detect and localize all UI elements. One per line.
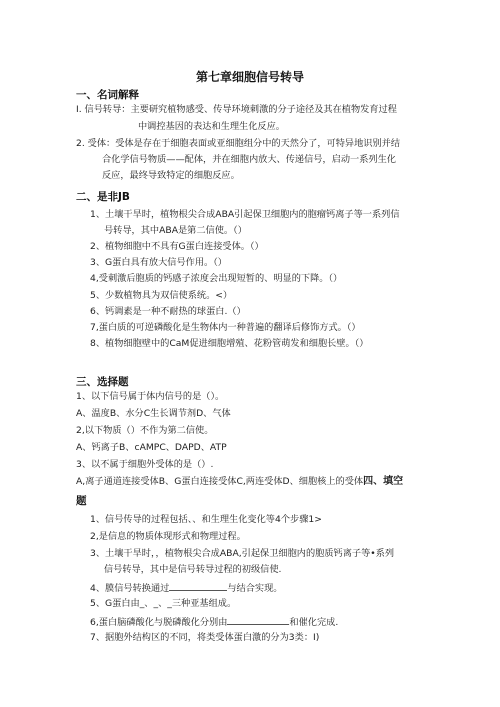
section-heading-choice: 三、选择题	[76, 376, 129, 388]
choice-item: A、温度B、水分C生长调节剂D、气体	[76, 408, 231, 419]
fill-blank-item: 1、信号传导的过程包括、、和生理生化变化等4个步骤1>	[90, 514, 322, 525]
true-false-item: 6、钙调素是一种不耐热的球蛋白.（）	[90, 306, 246, 317]
section-heading-definitions: 一、名词解释	[76, 89, 139, 101]
fill-blank-item: 7、据胞外结构区的不同，将类受体蛋白激的分为3类：I)	[90, 632, 320, 643]
definition-line: I. 信号转导：主要研究植物感受、传导环境刺激的分子途径及其在植物发育过程	[76, 104, 397, 115]
page-title: 第七章细胞信号转导	[195, 70, 304, 84]
true-false-item: 2、植物细胞中不具有G蛋白连接受体。（）	[90, 241, 264, 252]
section-heading-true-false: 二、是非JB	[76, 191, 130, 203]
true-false-item: 3、G蛋白具有放大信号作用。（）	[90, 257, 227, 268]
fill-blank-item: 信号转导，其中是信号转导过程的初级信使.	[104, 564, 282, 575]
choice-options-line: A,离子通道连接受体B、G蛋白连接受体C,两连受体D、细胞核上的受体	[76, 476, 364, 487]
choice-item: 2,以下物质（）不作为第二信使。	[76, 425, 214, 436]
fill-blank-item	[90, 581, 282, 595]
fill-blank-text: 和催化完成.	[289, 617, 339, 628]
fill-blank-text: 6,蛋白脑磷酸化与脱磷酸化分别由	[90, 617, 228, 628]
fill-blank-text: 4、膜信号转换通过	[90, 583, 170, 594]
choice-item	[76, 476, 403, 488]
true-false-item: 5、少数植物具为双信使系统。<）	[90, 290, 233, 301]
fill-blank-item: 5、G蛋白由_、_、_三种亚基组成。	[90, 598, 237, 609]
section-heading-fill-blank-cont: 题	[76, 495, 87, 507]
true-false-item: 8、植物细胞壁中的CaM促进细胞增殖、花粉管萌发和细胞长壁。（）	[90, 338, 369, 349]
true-false-item: 4,受刺激后胞质的钙感子浓度会出现短暂的、明显的下降。（）	[90, 273, 343, 284]
definition-line: 合化学信号物质——配体，并在细胞内放大、传递信号，启动一系列生化	[102, 154, 396, 165]
true-false-item: 1、土壤干旱时，植物根尖合成ABA引起保卫细胞内的胞瘤钙离子等一系列信	[90, 209, 400, 220]
fill-blank-item: 2,是信息的物质体现形式和物理过程。	[90, 531, 246, 542]
fill-blank-item: 3、土壤干旱时，，植物根尖合成ABA,引起保卫细胞内的胞质钙离子等•系列	[90, 548, 395, 559]
answer-blank	[169, 581, 227, 591]
definition-line: 2. 受体：受体是存在于细胞表面或亚细胞组分中的天然分了，可特异地识别并结	[76, 138, 401, 149]
definition-line: 反应，最终导致特定的细胞反应。	[102, 170, 240, 181]
true-false-item: 号转导，其中ABA是第二信使。（）	[104, 225, 247, 236]
section-heading-fill-blank: 四、填空	[363, 476, 404, 487]
choice-item: A、钙离子B、cAMPC、DAPD、ATP	[76, 442, 227, 453]
choice-item: 3、以不属于细胞外受体的是（）.	[76, 459, 214, 470]
fill-blank-text: 与结合实现。	[227, 583, 283, 594]
fill-blank-item	[90, 615, 338, 629]
definition-line: 中调控基因的表达和生理生化反应。	[138, 121, 285, 132]
true-false-item: 7,蛋白质的可逆磷酸化是生物体内一种普遍的翻译后修饰方式。（）	[90, 322, 361, 333]
answer-blank	[227, 615, 289, 625]
choice-item: 1、以下信号属于体内信号的是（）。	[76, 391, 225, 402]
